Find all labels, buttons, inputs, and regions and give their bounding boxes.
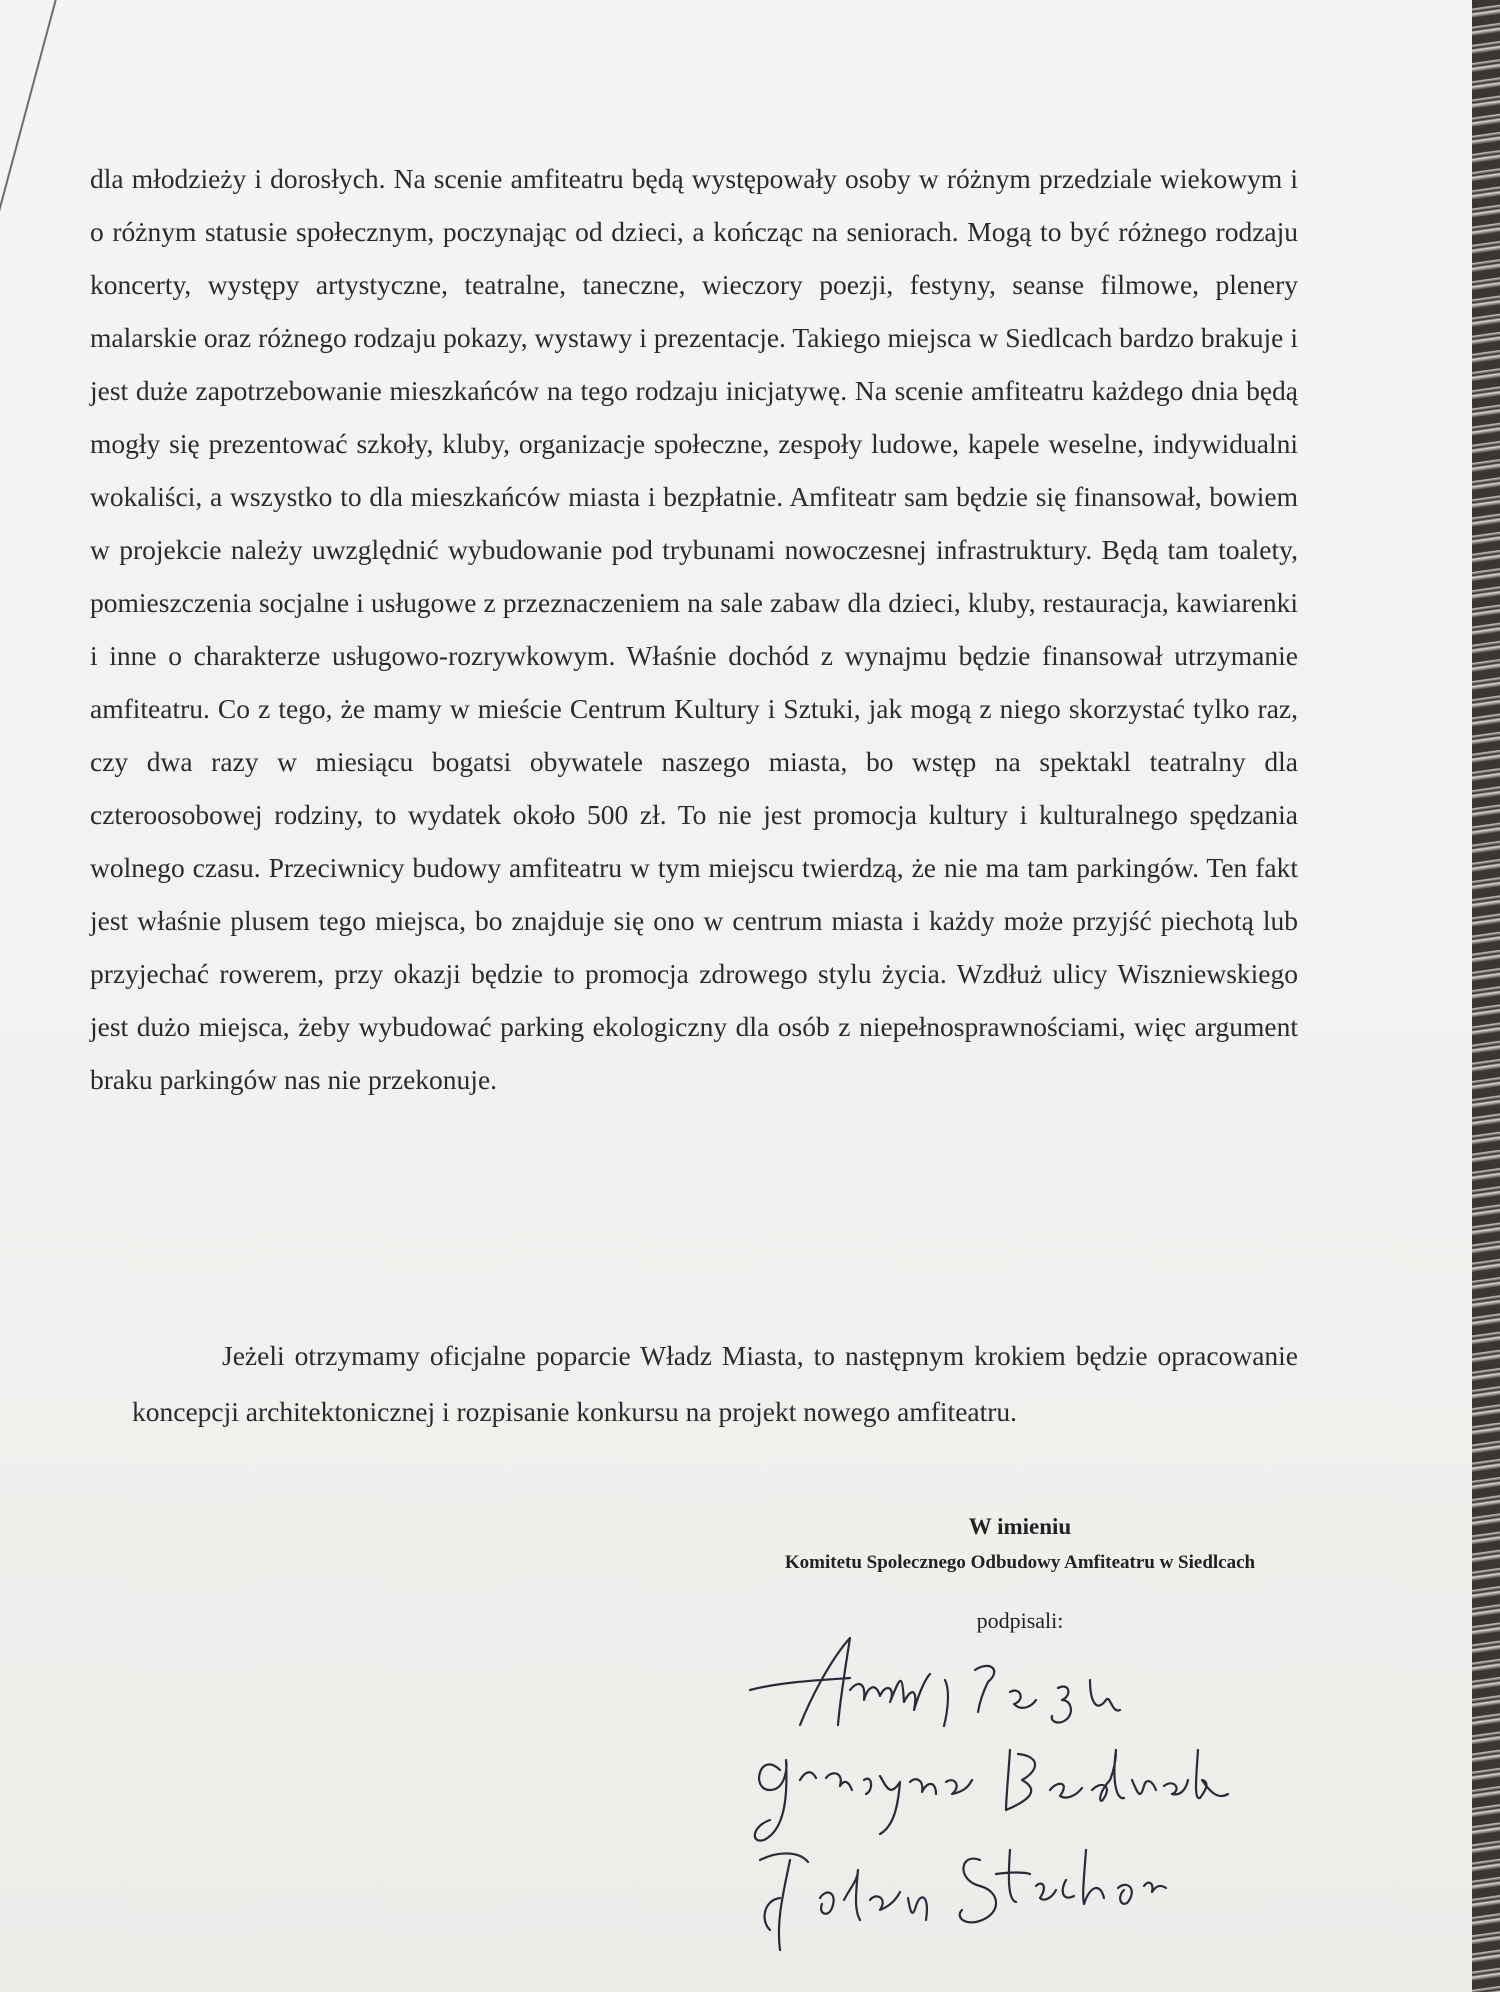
closing-paragraph: Jeżeli otrzymamy oficjalne poparcie Władz Miasta, to następnym krokiem będzie opracowanie koncepcji architektonicznej i rozpisanie konkursu na projekt nowego amfiteatru. — [132, 1340, 1298, 1427]
signature-2 — [755, 1750, 1228, 1841]
committee-name: Komitetu Spolecznego Odbudowy Amfiteatru w Siedlcach — [784, 1552, 1256, 1573]
signature-heading: W imieniu — [968, 1514, 1072, 1539]
signature-block — [700, 1510, 1340, 1636]
body-paragraph: dla młodzieży i dorosłych. Na scenie amfiteatru będą występowały osoby w różnym przedziale wiekowym i o różnym statusie społecznym, poczynając od dzieci, a kończąc na seniorach. Mogą to być różnego rodzaju koncerty, występy artystyczne, teatralne, taneczne, wieczory poezji, festyny, seanse filmowe, plenery malarskie oraz różnego rodzaju pokazy, wystawy i prezentacje. Takiego miejsca w Siedlcach bardzo brakuje i jest duże zapotrzebowanie mieszkańców na tego rodzaju inicjatywę. Na scenie amfiteatru każdego dnia będą mogły się prezentować szkoły, kluby, organizacje społeczne, zespoły ludowe, kapele weselne, indywidualni wokaliści, a wszystko to dla mieszkańców miasta i bezpłatnie. Amfiteatr sam będzie się finansował, bowiem w projekcie należy uwzględnić wybudowanie pod trybunami nowoczesnej infrastruktury. Będą tam toalety, pomieszczenia socjalne i usługowe z przeznaczeniem na sale zabaw dla dzieci, kluby, restauracja, kawiarenki i inne o charakterze usługowo-rozrywkowym. Właśnie dochód z wynajmu będzie finansował utrzymanie amfiteatru. Co z tego, że mamy w mieście Centrum Kultury i Sztuki, jak mogą z niego skorzystać tylko raz, czy dwa razy w miesiącu bogatsi obywatele naszego miasta, bo wstęp na spektakl teatralny dla czteroosobowej rodziny, to wydatek około 500 zł. To nie jest promocja kultury i kulturalnego spędzania wolnego czasu. Przeciwnicy budowy amfiteatru w tym miejscu twierdzą, że nie ma tam parkingów. Ten fakt jest właśnie plusem tego miejsca, bo znajduje się ono w centrum miasta i każdy może przyjść piechotą lub przyjechać rowerem, przy okazji będzie to promocja zdrowego stylu życia. Wzdłuż ulicy Wiszniewskiego jest dużo miejsca, żeby wybudować parking ekologiczny dla osób z niepełnosprawnościami, więc argument braku parkingów nas nie przekonuje. — [90, 163, 1298, 1095]
signatures-drawing — [740, 1630, 1300, 1960]
signature-1 — [750, 1638, 1120, 1726]
table-edge — [1472, 0, 1500, 1992]
signature-3 — [760, 1850, 1166, 1950]
handwritten-signatures — [740, 1630, 1300, 1960]
signed-label: podpisali: — [976, 1608, 1064, 1633]
document-body — [90, 152, 1298, 1106]
